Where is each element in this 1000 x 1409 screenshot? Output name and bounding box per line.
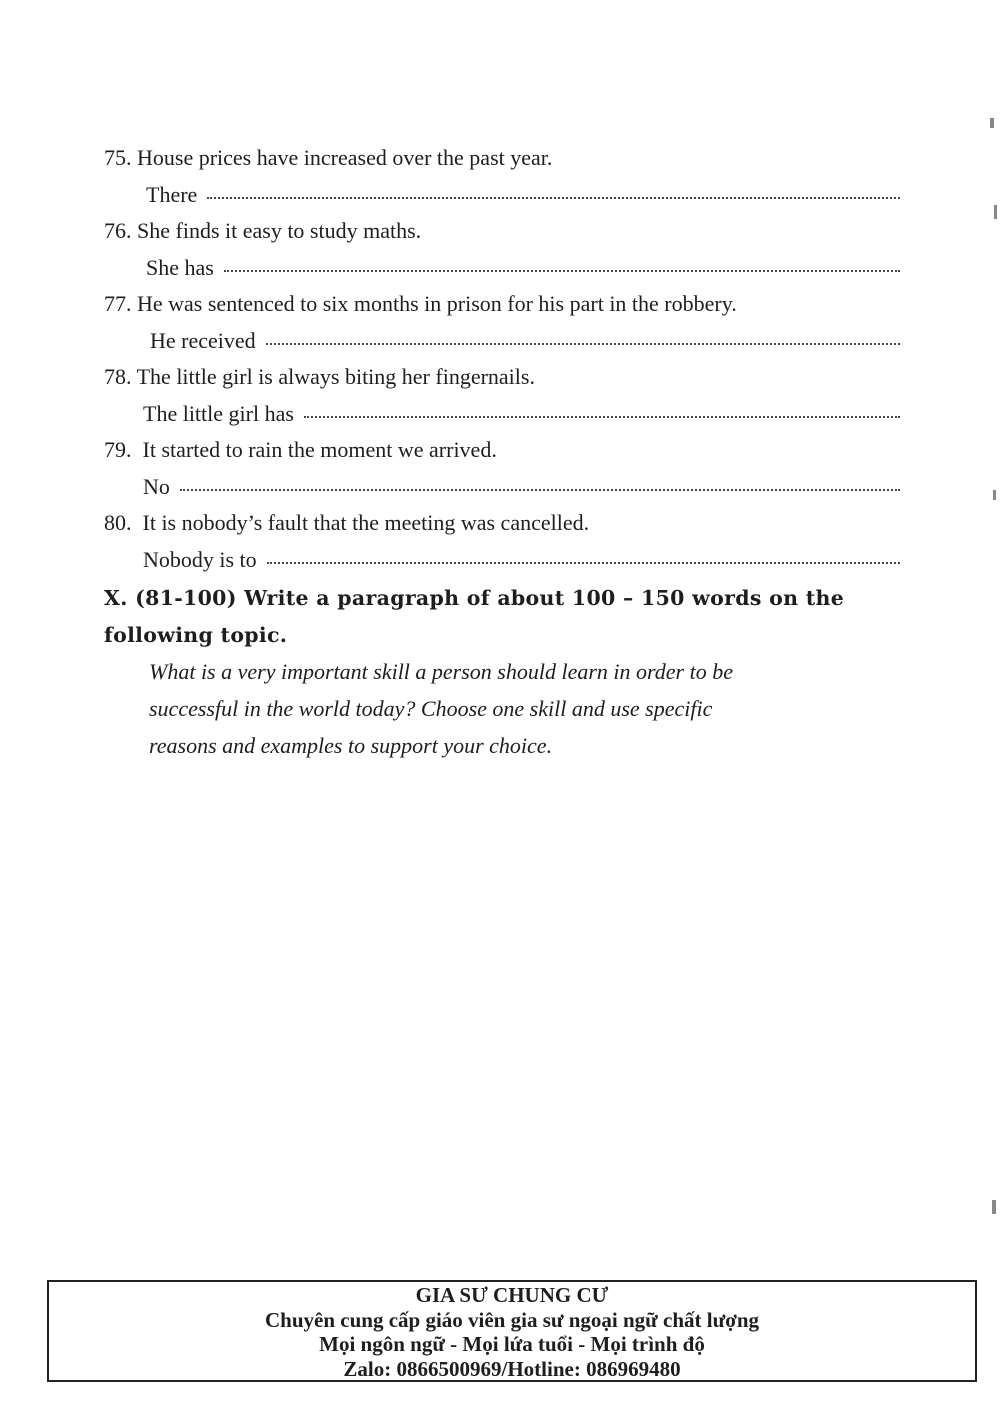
- scan-edge-mark: [992, 1200, 996, 1214]
- section-heading: [104, 580, 900, 653]
- exercise-prompt: [104, 505, 900, 542]
- scan-edge-mark: [994, 205, 997, 219]
- exercise-prompt: [104, 286, 900, 323]
- prompt-text: House prices have increased over the past year.: [137, 145, 553, 170]
- answer-line[interactable]: [104, 250, 900, 287]
- prompt-text: The little girl is always biting her fingernails.: [136, 364, 535, 389]
- section-heading-line: X. (81-100) Write a paragraph of about 100 – 150 words on the: [104, 586, 845, 610]
- answer-stem: He received: [150, 327, 256, 353]
- dotted-answer-blank[interactable]: [267, 562, 900, 564]
- topic-line: successful in the world today? Choose one skill and use specific: [149, 696, 713, 721]
- dotted-answer-blank[interactable]: [207, 197, 900, 199]
- exercise-number: 76.: [104, 218, 132, 243]
- exercise-prompt: [104, 140, 900, 177]
- advertisement-footer: [47, 1280, 977, 1382]
- exercise-80: [104, 505, 900, 578]
- exercise-77: [104, 286, 900, 359]
- footer-tagline: Chuyên cung cấp giáo viên gia sư ngoại ngữ chất lượng: [264, 1307, 759, 1332]
- answer-stem: There: [146, 181, 198, 207]
- exercise-75: [104, 140, 900, 213]
- rewrite-exercises: [104, 140, 900, 764]
- dotted-answer-blank[interactable]: [266, 343, 900, 345]
- dotted-answer-blank[interactable]: [180, 489, 900, 491]
- prompt-text: It is nobody’s fault that the meeting was cancelled.: [142, 510, 590, 535]
- exercise-number: 77.: [104, 291, 132, 316]
- answer-stem: She has: [146, 254, 214, 280]
- exercise-prompt: [104, 213, 900, 250]
- footer-slogan: Mọi ngôn ngữ - Mọi lứa tuổi - Mọi trình độ: [319, 1332, 705, 1356]
- exercise-number: 78.: [104, 364, 132, 389]
- prompt-text: It started to rain the moment we arrived.: [142, 437, 497, 462]
- dotted-answer-blank[interactable]: [224, 270, 900, 272]
- answer-stem: Nobody is to: [143, 546, 257, 572]
- answer-line[interactable]: [104, 542, 900, 579]
- footer-title: GIA SƯ CHUNG CƯ: [415, 1283, 609, 1307]
- exercise-number: 75.: [104, 145, 132, 170]
- answer-line[interactable]: [104, 323, 900, 360]
- topic-line: What is a very important skill a person should learn in order to be: [149, 659, 733, 684]
- answer-stem: The little girl has: [143, 400, 294, 426]
- scan-edge-mark: [993, 490, 996, 500]
- prompt-text: He was sentenced to six months in prison for his part in the robbery.: [137, 291, 737, 316]
- exercise-number: 79.: [104, 437, 132, 462]
- section-heading-line: following topic.: [104, 622, 288, 647]
- exercise-76: [104, 213, 900, 286]
- dotted-answer-blank[interactable]: [304, 416, 900, 418]
- exercise-79: [104, 432, 900, 505]
- topic-line: reasons and examples to support your choice.: [149, 733, 553, 758]
- prompt-text: She finds it easy to study maths.: [137, 218, 422, 243]
- answer-stem: No: [143, 473, 170, 499]
- exercise-number: 80.: [104, 510, 132, 535]
- exercise-78: [104, 359, 900, 432]
- exercise-prompt: [104, 432, 900, 469]
- scan-edge-mark: [990, 118, 994, 128]
- answer-line[interactable]: [104, 396, 900, 433]
- answer-line[interactable]: [104, 177, 900, 214]
- exercise-prompt: [104, 359, 900, 396]
- writing-topic: [104, 653, 869, 764]
- answer-line[interactable]: [104, 469, 900, 506]
- footer-contact: Zalo: 0866500969/Hotline: 086969480: [343, 1356, 681, 1381]
